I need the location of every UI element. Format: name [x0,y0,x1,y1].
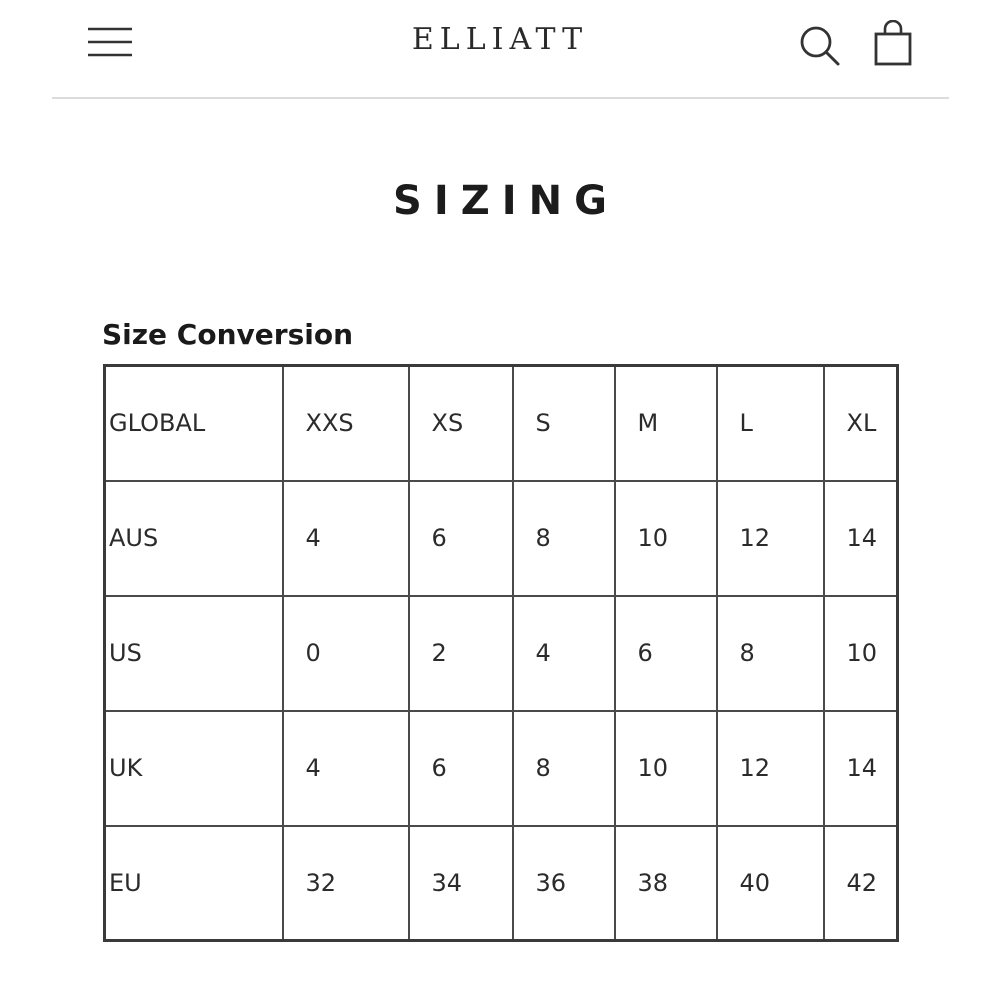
table-row [105,481,898,596]
table-row [105,366,898,481]
size-value-cell: 10 [615,711,717,826]
page-title: SIZING [393,178,619,224]
table-row [105,711,898,826]
size-value-cell: 4 [283,711,409,826]
size-value-cell: S [513,366,615,481]
row-label-cell: US [105,596,283,711]
size-value-cell: 34 [409,826,513,941]
shopping-bag-icon[interactable] [870,20,916,68]
size-value-cell: 38 [615,826,717,941]
size-conversion-heading: Size Conversion [102,318,354,351]
size-value-cell: 36 [513,826,615,941]
table-row [105,826,898,941]
size-value-cell: 14 [824,481,898,596]
size-value-cell: XS [409,366,513,481]
size-value-cell: 0 [283,596,409,711]
size-value-cell: XXS [283,366,409,481]
size-value-cell: XL [824,366,898,481]
size-value-cell: M [615,366,717,481]
row-label-cell: UK [105,711,283,826]
size-value-cell: 40 [717,826,824,941]
size-value-cell: 4 [283,481,409,596]
size-value-cell: 12 [717,481,824,596]
size-value-cell: 8 [513,711,615,826]
size-conversion-table [103,364,899,942]
row-label-cell: GLOBAL [105,366,283,481]
size-value-cell: 14 [824,711,898,826]
table-row [105,596,898,711]
size-value-cell: 12 [717,711,824,826]
size-value-cell: 6 [615,596,717,711]
header-divider [52,97,949,99]
size-value-cell: 8 [513,481,615,596]
row-label-cell: AUS [105,481,283,596]
size-value-cell: 2 [409,596,513,711]
size-value-cell: 10 [824,596,898,711]
row-label-cell: EU [105,826,283,941]
site-logo[interactable]: ELLIATT [411,22,589,57]
size-value-cell: L [717,366,824,481]
size-value-cell: 32 [283,826,409,941]
hamburger-menu-icon[interactable] [88,26,132,58]
search-icon[interactable] [798,24,842,68]
size-value-cell: 6 [409,711,513,826]
size-value-cell: 4 [513,596,615,711]
size-value-cell: 6 [409,481,513,596]
site-header [0,0,1000,98]
size-value-cell: 10 [615,481,717,596]
size-value-cell: 42 [824,826,898,941]
size-value-cell: 8 [717,596,824,711]
